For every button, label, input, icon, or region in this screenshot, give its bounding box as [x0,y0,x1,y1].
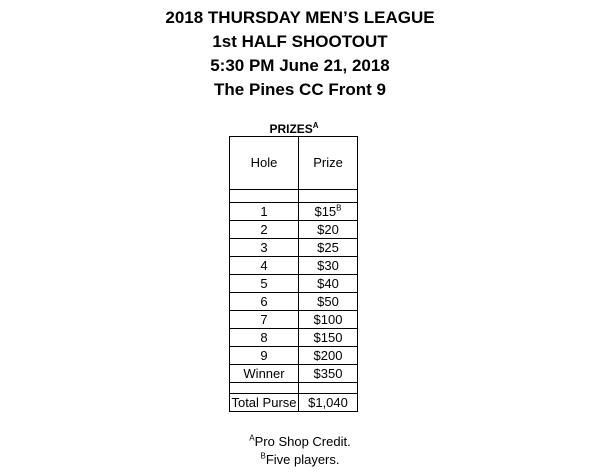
prize-table [229,136,358,412]
prize-cell: $30 [299,257,358,275]
table-row [230,239,358,257]
title-line-4: The Pines CC Front 9 [214,80,386,99]
total-value: $1,040 [299,394,358,412]
prizes-heading-footnote-mark: A [312,121,319,130]
prize-cell: $40 [299,275,358,293]
footnote-mark: A [249,433,255,443]
footnotes [0,433,600,469]
prize-cell: $25 [299,239,358,257]
footnote-a [0,433,600,451]
prize-cell: $100 [299,311,358,329]
hole-cell: 8 [230,329,299,347]
prize-amount: $15 [314,204,337,219]
prize-cell: $20 [299,221,358,239]
table-row [230,347,358,365]
column-header-prize: Prize [299,137,358,190]
prize-cell [299,203,358,221]
hole-cell: 4 [230,257,299,275]
hole-cell: 1 [230,203,299,221]
hole-cell: Winner [230,365,299,383]
prize-cell: $200 [299,347,358,365]
hole-cell: 2 [230,221,299,239]
prize-cell: $350 [299,365,358,383]
table-row [230,365,358,383]
title-line-1: 2018 THURSDAY MEN’S LEAGUE [165,8,435,27]
hole-cell: 6 [230,293,299,311]
table-row [230,311,358,329]
table-row [230,275,358,293]
hole-cell: 9 [230,347,299,365]
table-spacer-row [230,383,358,394]
footnote-mark: B [260,451,266,461]
table-spacer-row [230,190,358,203]
hole-cell: 5 [230,275,299,293]
hole-cell: 3 [230,239,299,257]
table-total-row [230,394,358,412]
document-title [0,6,600,102]
prize-footnote-mark: B [336,203,342,213]
total-label: Total Purse [231,395,297,410]
table-row [230,293,358,311]
prize-cell: $50 [299,293,358,311]
table-row [230,221,358,239]
footnote-text: Five players. [265,452,340,467]
table-row [230,257,358,275]
table-row [230,329,358,347]
footnote-text: Pro Shop Credit. [254,434,351,449]
table-header-row [230,137,358,190]
title-line-3: 5:30 PM June 21, 2018 [210,56,390,75]
column-header-hole: Hole [230,137,299,190]
title-line-2: 1st HALF SHOOTOUT [212,32,388,51]
prizes-heading [229,122,359,136]
table-row [230,203,358,221]
footnote-b [0,451,600,469]
prizes-heading-text: PRIZES [269,122,313,136]
prize-cell: $150 [299,329,358,347]
hole-cell: 7 [230,311,299,329]
